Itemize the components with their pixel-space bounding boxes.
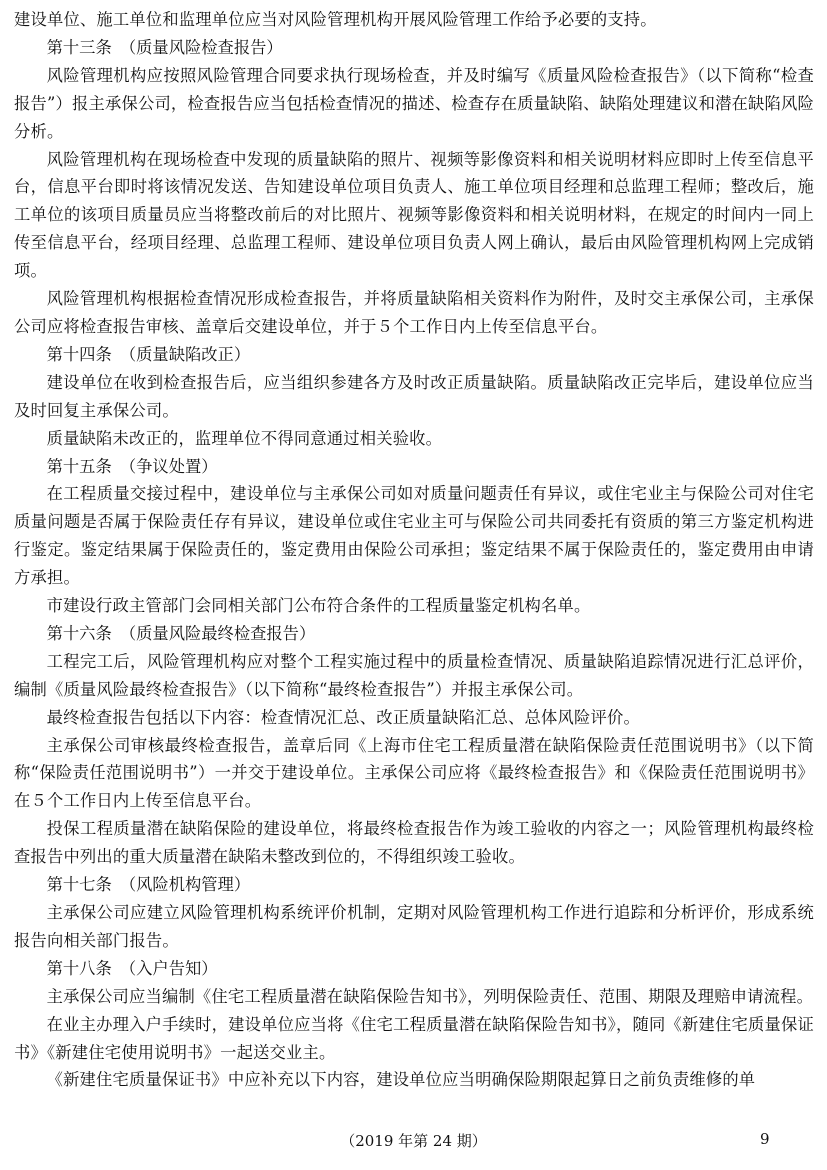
paragraph: 在业主办理入户手续时，建设单位应当将《住宅工程质量潜在缺陷保险告知书》，随同《新建住宅质量保证书》《新建住宅使用说明书》一起送交业主。 — [14, 1014, 814, 1062]
article-heading: 第十三条 （质量风险检查报告） — [46, 37, 283, 57]
paragraph: 建设单位在收到检查报告后，应当组织参建各方及时改正质量缺陷。质量缺陷改正完毕后，建设单位应当及时回复主承保公司。 — [14, 372, 814, 420]
page-number: 9 — [760, 1130, 770, 1148]
paragraph: 主承保公司审核最终检查报告，盖章后同《上海市住宅工程质量潜在缺陷保险责任范围说明书》（以下简称“保险责任范围说明书”）一并交于建设单位。主承保公司应将《最终检查报告》和《保险责任范围说明书》在５个工作日内上传至信息平台。 — [14, 735, 814, 811]
paragraph: 在工程质量交接过程中，建设单位与主承保公司如对质量问题责任有异议，或住宅业主与保险公司对住宅质量问题是否属于保险责任存有异议，建设单位或住宅业主可与保险公司共同委托有资质的第三方鉴定机构进行鉴定。鉴定结果属于保险责任的，鉴定费用由保险公司承担；鉴定结果不属于保险责任的，鉴定费用由申请方承担。 — [14, 484, 814, 588]
article-heading: 第十六条 （质量风险最终检查报告） — [46, 623, 316, 643]
article-heading: 第十四条 （质量缺陷改正） — [46, 344, 251, 364]
paragraph: 主承保公司应建立风险管理机构系统评价机制，定期对风险管理机构工作进行追踪和分析评价，形成系统报告向相关部门报告。 — [14, 903, 814, 950]
article-heading: 第十七条 （风险机构管理） — [46, 875, 251, 895]
article-heading: 第十八条 （入户告知） — [46, 958, 218, 978]
paragraph: 风险管理机构根据检查情况形成检查报告，并将质量缺陷相关资料作为附件，及时交主承保公司，主承保公司应将检查报告审核、盖章后交建设单位，并于５个工作日内上传至信息平台。 — [14, 289, 814, 336]
paragraph: 主承保公司应当编制《住宅工程质量潜在缺陷保险告知书》，列明保险责任、范围、期限及理赔申请流程。 — [46, 986, 814, 1006]
paragraph: 投保工程质量潜在缺陷保险的建设单位，将最终检查报告作为竣工验收的内容之一；风险管理机构最终检查报告中列出的重大质量潜在缺陷未整改到位的，不得组织竣工验收。 — [14, 819, 814, 867]
paragraph: 质量缺陷未改正的，监理单位不得同意通过相关验收。 — [46, 428, 443, 448]
paragraph: 建设单位、施工单位和监理单位应当对风险管理机构开展风险管理工作给予必要的支持。 — [14, 10, 657, 29]
paragraph: 最终检查报告包括以下内容：检查情况汇总、改正质量缺陷汇总、总体风险评价。 — [46, 707, 640, 727]
document-body — [14, 6, 814, 1094]
issue-label: （2019 年第 24 期） — [340, 1132, 487, 1150]
paragraph: 《新建住宅质量保证书》中应补充以下内容，建设单位应当明确保险期限起算日之前负责维修的单 — [46, 1070, 756, 1090]
paragraph: 风险管理机构应按照风险管理合同要求执行现场检查，并及时编写《质量风险检查报告》（以下简称“检查报告”）报主承保公司，检查报告应当包括检查情况的描述、检查存在质量缺陷、缺陷处理建议和潜在缺陷风险分析。 — [14, 65, 814, 141]
paragraph: 风险管理机构在现场检查中发现的质量缺陷的照片、视频等影像资料和相关说明材料应即时上传至信息平台，信息平台即时将该情况发送、告知建设单位项目负责人、施工单位项目经理和总监理工程师；整改后，施工单位的该项目质量员应当将整改前后的对比照片、视频等影像资料和相关说明材料，在规定的时间内一同上传至信息平台，经项目经理、总监理工程师、建设单位项目负责人网上确认，最后由风险管理机构网上完成销项。 — [14, 149, 814, 281]
paragraph: 市建设行政主管部门会同相关部门公布符合条件的工程质量鉴定机构名单。 — [46, 596, 591, 616]
page-footer — [0, 1130, 827, 1154]
article-heading: 第十五条 （争议处置） — [46, 456, 218, 476]
paragraph: 工程完工后，风险管理机构应对整个工程实施过程中的质量检查情况、质量缺陷追踪情况进行汇总评价，编制《质量风险最终检查报告》（以下简称“最终检查报告”）并报主承保公司。 — [14, 651, 814, 699]
